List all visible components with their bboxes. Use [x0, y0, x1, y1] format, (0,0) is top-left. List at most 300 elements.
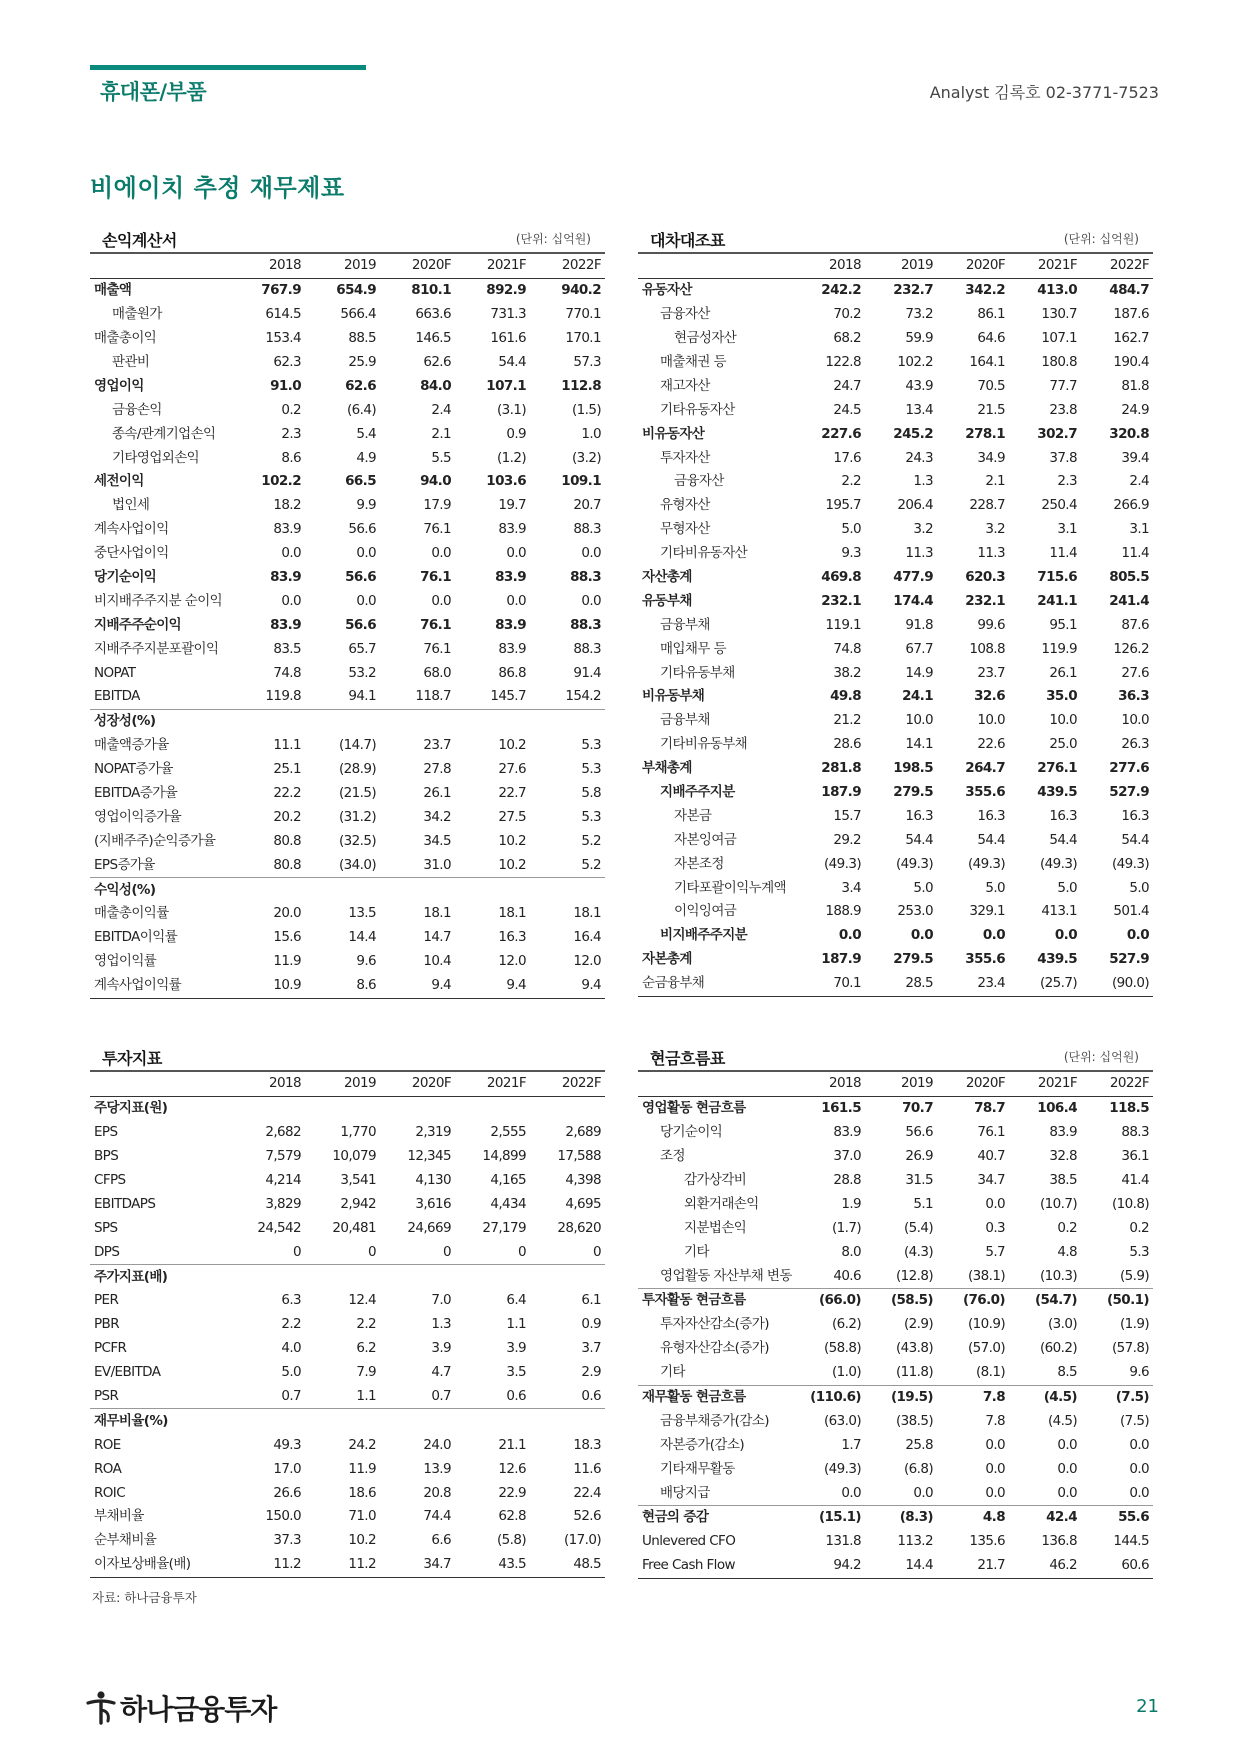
table-row — [638, 948, 1153, 972]
cell-value: 83.5 — [273, 640, 301, 657]
cell-value — [530, 1265, 605, 1289]
row-label: 기타재무활동 — [660, 1460, 735, 1477]
row-label: 자본금 — [674, 807, 712, 824]
cell-value: 0.0 — [1057, 1460, 1077, 1477]
cell-value: (49.3) — [824, 1460, 861, 1477]
row-label: 판관비 — [112, 354, 150, 370]
table-row — [638, 972, 1153, 996]
cell-value: 245.2 — [893, 425, 933, 442]
row-label: 수익성(%) — [90, 878, 230, 902]
cell-value: (49.3) — [1112, 855, 1149, 872]
cell-value: 54.4 — [1049, 831, 1077, 848]
row-label: PBR — [94, 1316, 119, 1333]
cell-value: 1.3 — [431, 1316, 451, 1333]
table-row — [638, 757, 1153, 781]
table-row — [638, 1240, 1153, 1264]
cell-value: 188.9 — [825, 903, 861, 920]
cell-value: 24,669 — [407, 1219, 451, 1236]
header-blank-cell — [638, 253, 793, 278]
cell-value: 198.5 — [893, 760, 933, 777]
cell-value — [230, 1265, 305, 1289]
row-label: 기타영업외손익 — [112, 449, 200, 466]
cell-value: 76.1 — [420, 569, 451, 586]
cell-value: 65.7 — [348, 640, 376, 657]
cell-value: 187.9 — [821, 784, 861, 801]
cell-value: 5.7 — [985, 1243, 1005, 1260]
column-header: 2020F — [965, 1075, 1005, 1092]
cell-value — [530, 709, 605, 733]
table-row — [90, 303, 605, 327]
cell-value: 527.9 — [1109, 784, 1149, 801]
table-row — [90, 422, 605, 446]
cell-value: 16.4 — [573, 929, 601, 946]
cell-value: 23.7 — [977, 664, 1005, 681]
column-header: 2022F — [561, 1075, 601, 1092]
cell-value — [305, 1409, 380, 1433]
cell-value: (4.5) — [1047, 1412, 1077, 1429]
cell-value: 150.0 — [265, 1508, 301, 1525]
cell-value: 86.8 — [498, 664, 526, 681]
cell-value: 11.3 — [977, 545, 1005, 562]
cell-value: 113.2 — [897, 1533, 933, 1550]
cell-value: (54.7) — [1009, 1289, 1081, 1313]
cell-value: 62.3 — [273, 354, 301, 370]
table-row — [90, 1481, 605, 1505]
table-unit: (단위: 십억원) — [1063, 1050, 1139, 1064]
row-label: 매출원가 — [112, 306, 162, 323]
cell-value — [530, 1096, 605, 1120]
cell-value: 130.7 — [1041, 306, 1077, 323]
cell-value: (5.4) — [903, 1219, 933, 1236]
cell-value: 20.0 — [273, 905, 301, 922]
row-label: 비유동부채 — [642, 688, 705, 705]
row-label: EBITDA — [94, 688, 140, 705]
table-row — [90, 758, 605, 782]
cell-value: 56.6 — [905, 1124, 933, 1141]
cell-value: 0.0 — [581, 545, 601, 562]
cell-value: (2.9) — [903, 1316, 933, 1333]
table-row — [638, 1264, 1153, 1288]
row-label: 지배주주지분포괄이익 — [94, 640, 219, 657]
table-row — [638, 709, 1153, 733]
row-label: 투자활동 현금흐름 — [638, 1289, 793, 1313]
header-blank-cell — [90, 253, 230, 278]
row-label: 부채총계 — [642, 760, 692, 777]
table-row — [90, 470, 605, 494]
cell-value: 42.4 — [1009, 1506, 1081, 1530]
column-header: 2019 — [901, 257, 933, 274]
cell-value: 892.9 — [486, 282, 526, 299]
cell-value: 9.4 — [530, 974, 605, 998]
table-row — [638, 422, 1153, 446]
cell-value: 232.7 — [893, 282, 933, 299]
cell-value: 26.6 — [273, 1484, 301, 1501]
cell-value: 32.8 — [1049, 1148, 1077, 1165]
row-label: 기타비유동자산 — [660, 545, 748, 562]
table-row — [638, 1481, 1153, 1505]
cash-flow-table — [638, 1046, 1153, 1579]
cell-value: 770.1 — [565, 306, 601, 323]
table-row — [638, 398, 1153, 422]
row-label: 지분법손익 — [684, 1219, 747, 1236]
cell-value: 161.5 — [821, 1100, 861, 1117]
cell-value: 11.9 — [273, 953, 301, 970]
cell-value: 4.0 — [281, 1340, 301, 1357]
cell-value: 81.8 — [1121, 377, 1149, 394]
cell-value: 5.0 — [1129, 879, 1149, 896]
cell-value: 7,579 — [265, 1148, 301, 1165]
cell-value: 24.5 — [833, 401, 861, 418]
row-label: NOPAT — [94, 664, 136, 681]
table-row — [638, 781, 1153, 805]
table-row — [638, 303, 1153, 327]
table-row — [638, 924, 1153, 948]
cell-value: 12,345 — [407, 1148, 451, 1165]
cell-value: 14.4 — [348, 929, 376, 946]
table-title: 현금흐름표 — [650, 1049, 725, 1068]
cell-value: 3.4 — [841, 879, 861, 896]
table-row — [638, 661, 1153, 685]
column-header: 2020F — [965, 257, 1005, 274]
cell-value: 0.0 — [431, 592, 451, 609]
table-row — [90, 950, 605, 974]
cell-value: 469.8 — [821, 569, 861, 586]
cell-value: 20.2 — [273, 808, 301, 825]
cell-value: 84.0 — [420, 377, 451, 394]
cell-value: 28,620 — [557, 1219, 601, 1236]
cell-value: 5.2 — [581, 856, 601, 873]
row-label: PSR — [94, 1388, 119, 1405]
cell-value: 0.6 — [506, 1388, 526, 1405]
cell-value: 3.2 — [985, 521, 1005, 538]
table-row — [638, 446, 1153, 470]
cell-value: 83.9 — [273, 521, 301, 538]
cell-value: 74.8 — [833, 640, 861, 657]
cell-value: 0.2 — [1129, 1219, 1149, 1236]
page-number: 21 — [1136, 1696, 1159, 1717]
row-label: 계속사업이익률 — [90, 974, 230, 998]
cell-value: 131.8 — [825, 1533, 861, 1550]
cell-value: 180.8 — [1041, 354, 1077, 370]
cell-value: 8.6 — [281, 449, 301, 466]
cell-value — [380, 1265, 455, 1289]
cell-value: 21.7 — [937, 1554, 1009, 1578]
row-label: 금융자산 — [674, 473, 724, 490]
cell-value: 56.6 — [345, 569, 376, 586]
cell-value: 731.3 — [490, 306, 526, 323]
row-label: 이익잉여금 — [674, 903, 737, 920]
table-row — [90, 1385, 605, 1409]
cell-value: 12.4 — [348, 1292, 376, 1309]
row-label: 순금융부채 — [638, 972, 793, 996]
cell-value: (57.8) — [1112, 1340, 1149, 1357]
row-label: 금융부채 — [660, 616, 710, 633]
cell-value: 22.6 — [977, 736, 1005, 753]
cell-value: (1.0) — [831, 1364, 861, 1381]
table-row — [90, 494, 605, 518]
cell-value: 17.9 — [423, 497, 451, 514]
cell-value: 10.0 — [1049, 712, 1077, 729]
cell-value: 39.4 — [1121, 449, 1149, 466]
cell-value: 91.0 — [270, 377, 301, 394]
cell-value: 10,079 — [332, 1148, 376, 1165]
table-row — [90, 278, 605, 302]
row-label: 기타 — [660, 1364, 685, 1381]
table-row — [90, 685, 605, 709]
table-row — [638, 1192, 1153, 1216]
row-label: EV/EBITDA — [94, 1364, 161, 1381]
cell-value: 62.8 — [498, 1508, 526, 1525]
cell-value: 62.6 — [345, 377, 376, 394]
cell-value: 26.1 — [1049, 664, 1077, 681]
row-label: 기타유동부채 — [660, 664, 735, 681]
table-row — [90, 351, 605, 375]
cell-value: 88.3 — [570, 569, 601, 586]
row-label: PCFR — [94, 1340, 127, 1357]
cell-value: 71.0 — [348, 1508, 376, 1525]
cell-value: 0.0 — [506, 592, 526, 609]
cell-value: 23.7 — [423, 737, 451, 754]
table-row — [638, 804, 1153, 828]
cell-value: 170.1 — [565, 330, 601, 347]
table-row — [638, 494, 1153, 518]
row-label: 매출액증가율 — [94, 737, 169, 754]
cell-value: (50.1) — [1081, 1289, 1153, 1313]
cell-value: 83.9 — [495, 569, 526, 586]
cell-value: 70.2 — [833, 306, 861, 323]
cell-value: (6.2) — [831, 1316, 861, 1333]
cell-value: 5.0 — [281, 1364, 301, 1381]
cell-value: 107.1 — [1041, 330, 1077, 347]
cell-value: 136.8 — [1041, 1533, 1077, 1550]
hana-logo-icon — [86, 1690, 116, 1726]
cell-value: 0.0 — [838, 927, 861, 944]
cell-value: 18.1 — [498, 905, 526, 922]
row-label: 유동자산 — [642, 282, 692, 299]
table-row — [90, 566, 605, 590]
table-row — [90, 974, 605, 998]
cell-value: 76.1 — [423, 640, 451, 657]
table-row — [638, 542, 1153, 566]
table-row — [90, 1289, 605, 1313]
cell-value: 56.6 — [348, 521, 376, 538]
row-label: ROA — [94, 1460, 122, 1477]
cell-value: 118.5 — [1109, 1100, 1149, 1117]
cell-value: 70.7 — [902, 1100, 933, 1117]
table-row — [638, 1145, 1153, 1169]
cell-value: 7.8 — [937, 1385, 1009, 1409]
row-label: 지배주주순이익 — [94, 616, 182, 633]
row-label: 재무활동 현금흐름 — [638, 1385, 793, 1409]
row-label: 기타 — [684, 1243, 709, 1260]
cell-value: 0.0 — [985, 1195, 1005, 1212]
cell-value: 9.4 — [455, 974, 530, 998]
cell-value: 620.3 — [965, 569, 1005, 586]
cell-value: 0.0 — [1057, 1436, 1077, 1453]
cell-value: 4,695 — [565, 1195, 601, 1212]
cell-value: (49.3) — [1040, 855, 1077, 872]
row-label: Unlevered CFO — [642, 1533, 736, 1550]
cell-value: (19.5) — [865, 1385, 937, 1409]
cell-value: 5.0 — [841, 521, 861, 538]
cell-value: 2,689 — [565, 1124, 601, 1141]
cell-value: (49.3) — [968, 855, 1005, 872]
cell-value: (66.0) — [793, 1289, 865, 1313]
cell-value: 0.0 — [356, 545, 376, 562]
cell-value: (34.0) — [339, 856, 376, 873]
row-label: 금융자산 — [660, 306, 710, 323]
cell-value: 88.5 — [348, 330, 376, 347]
cell-value: 60.6 — [1081, 1554, 1153, 1578]
table-row — [638, 1554, 1153, 1578]
row-label: 무형자산 — [660, 521, 710, 538]
cell-value: 62.6 — [423, 354, 451, 370]
column-header: 2022F — [1109, 1075, 1149, 1092]
cell-value: 253.0 — [897, 903, 933, 920]
cell-value: 10.4 — [423, 953, 451, 970]
cell-value: (15.1) — [793, 1506, 865, 1530]
table-row — [90, 926, 605, 950]
table-title: 대차대조표 — [650, 231, 725, 250]
cell-value: (21.5) — [339, 785, 376, 802]
table-row — [90, 1313, 605, 1337]
cell-value — [530, 878, 605, 902]
cell-value: 11.9 — [348, 1460, 376, 1477]
cell-value: 99.6 — [977, 616, 1005, 633]
cell-value: (12.8) — [896, 1267, 933, 1284]
cell-value: 91.8 — [905, 616, 933, 633]
table-row — [638, 828, 1153, 852]
cell-value: 88.3 — [570, 616, 601, 633]
cell-value: 34.5 — [423, 832, 451, 849]
cell-value: 0.0 — [1054, 927, 1077, 944]
row-label: 종속/관계기업손익 — [112, 425, 216, 442]
cell-value — [380, 709, 455, 733]
cell-value: 59.9 — [905, 330, 933, 347]
cell-value: 8.6 — [305, 974, 380, 998]
cell-value: 144.5 — [1113, 1533, 1149, 1550]
table-row — [90, 374, 605, 398]
analyst-info: Analyst 김록호 02-3771-7523 — [929, 83, 1159, 102]
table-row — [638, 637, 1153, 661]
row-label: 투자자산 — [660, 449, 710, 466]
table-row — [90, 709, 605, 733]
column-header: 2021F — [1037, 1075, 1077, 1092]
cell-value: 57.3 — [573, 354, 601, 370]
cell-value: 25.0 — [1049, 736, 1077, 753]
row-label: 순부채비율 — [94, 1532, 157, 1549]
cell-value: 2.2 — [841, 473, 861, 490]
cell-value: (8.1) — [975, 1364, 1005, 1381]
cell-value: 154.2 — [565, 688, 601, 705]
cell-value: 0.0 — [913, 1484, 933, 1501]
column-header: 2018 — [269, 257, 301, 274]
cell-value: 10.2 — [498, 856, 526, 873]
cell-value: 24,542 — [257, 1219, 301, 1236]
cell-value: 161.6 — [490, 330, 526, 347]
cell-value: 4,398 — [565, 1172, 601, 1188]
cell-value: 25.9 — [348, 354, 376, 370]
column-header: 2020F — [411, 1075, 451, 1092]
row-label: 자본총계 — [642, 951, 692, 968]
cell-value: 23.4 — [937, 972, 1009, 996]
cell-value: 76.1 — [977, 1124, 1005, 1141]
cell-value: 74.4 — [423, 1508, 451, 1525]
cell-value: 11.4 — [1049, 545, 1077, 562]
cell-value: 767.9 — [261, 282, 301, 299]
cell-value: 38.2 — [833, 664, 861, 681]
cell-value: 276.1 — [1037, 760, 1077, 777]
cell-value: 16.3 — [498, 929, 526, 946]
cell-value: 5.8 — [581, 785, 601, 802]
cell-value: 663.6 — [415, 306, 451, 323]
cell-value: 46.2 — [1009, 1554, 1081, 1578]
cell-value: (58.8) — [824, 1340, 861, 1357]
column-header: 2018 — [269, 1075, 301, 1092]
cell-value: (7.5) — [1119, 1412, 1149, 1429]
cell-value: 0.3 — [985, 1219, 1005, 1236]
cell-value: 0 — [593, 1243, 601, 1260]
cell-value: (43.8) — [896, 1340, 933, 1357]
row-label: EBITDA증가율 — [94, 785, 178, 802]
cell-value: 54.4 — [498, 354, 526, 370]
cell-value: 83.9 — [833, 1124, 861, 1141]
table-row — [90, 1409, 605, 1433]
cell-value: 6.2 — [356, 1340, 376, 1357]
cell-value: (60.2) — [1040, 1340, 1077, 1357]
cell-value: 27,179 — [482, 1219, 526, 1236]
cell-value: 0.7 — [281, 1388, 301, 1405]
cell-value: 281.8 — [821, 760, 861, 777]
table-row — [638, 518, 1153, 542]
row-label: 자본조정 — [674, 855, 724, 872]
cell-value: (11.8) — [896, 1364, 933, 1381]
row-label: 유형자산 — [660, 497, 710, 514]
table-row — [638, 1433, 1153, 1457]
cell-value: 2.3 — [281, 425, 301, 442]
row-label: 당기순이익 — [94, 569, 157, 586]
cell-value: (17.0) — [564, 1532, 601, 1549]
cell-value: 83.9 — [498, 640, 526, 657]
table-row — [90, 902, 605, 926]
cell-value: (28.9) — [339, 761, 376, 778]
cell-value: 88.3 — [573, 521, 601, 538]
table-row — [90, 1145, 605, 1169]
table-row — [638, 852, 1153, 876]
row-label: ROE — [94, 1436, 121, 1453]
table-row — [90, 1529, 605, 1553]
row-label: 영업이익증가율 — [94, 808, 182, 825]
cell-value: 24.0 — [423, 1436, 451, 1453]
cell-value: 6.6 — [431, 1532, 451, 1549]
table-row — [90, 1505, 605, 1529]
cell-value: 0.0 — [1129, 1460, 1149, 1477]
cell-value: 48.5 — [530, 1553, 605, 1577]
cell-value — [455, 709, 530, 733]
table-row — [638, 685, 1153, 709]
cell-value: 5.3 — [581, 808, 601, 825]
row-label: NOPAT증가율 — [94, 761, 173, 778]
cell-value: 0.0 — [982, 927, 1005, 944]
cell-value: 2.4 — [431, 401, 451, 418]
cell-value: (3.0) — [1047, 1316, 1077, 1333]
table-row — [90, 1121, 605, 1145]
column-header: 2018 — [829, 1075, 861, 1092]
cell-value: 22.4 — [573, 1484, 601, 1501]
cell-value: 146.5 — [415, 330, 451, 347]
income-statement-table — [90, 228, 605, 999]
cell-value: 10.0 — [1121, 712, 1149, 729]
